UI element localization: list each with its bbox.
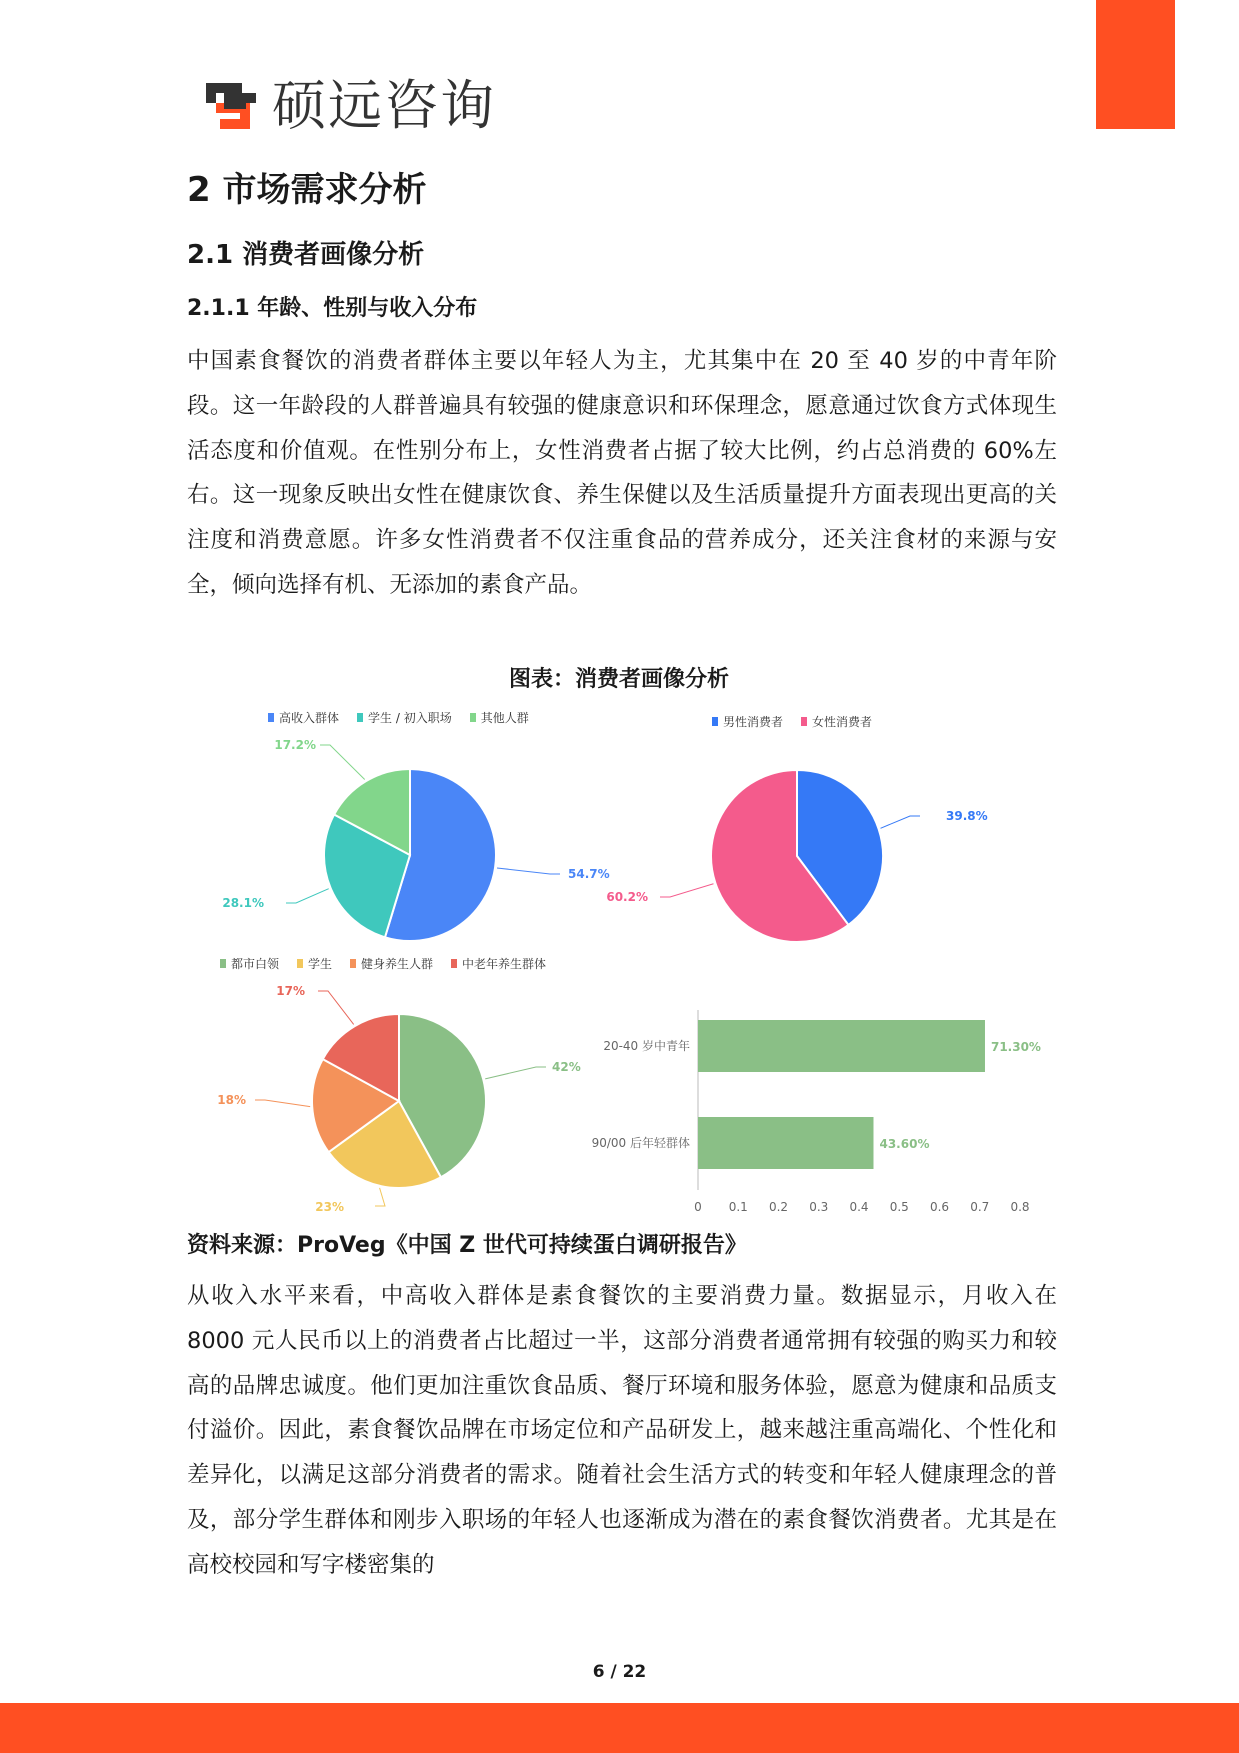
pie2-legend: [712, 713, 872, 730]
data-label: 42%: [552, 1060, 581, 1074]
pie-slice: [797, 770, 883, 925]
legend-item: 都市白领: [220, 955, 279, 972]
leader-line: [320, 745, 365, 780]
bar-value-label: 71.30%: [990, 1040, 1041, 1054]
legend-item: 其他人群: [470, 709, 529, 726]
data-label: 23%: [315, 1200, 344, 1214]
leader-line: [375, 1188, 385, 1206]
legend-item: 健身养生人群: [350, 955, 433, 972]
subsection-heading: 2.1 消费者画像分析: [187, 240, 425, 270]
leader-line: [255, 1100, 310, 1107]
pie-slice: [334, 769, 410, 855]
brand-logo: [202, 74, 496, 137]
data-label: 39.8%: [946, 809, 988, 823]
x-tick-label: 0.3: [809, 1200, 829, 1214]
category-label: 90/00 后年轻群体: [591, 1136, 690, 1150]
legend-item: 女性消费者: [801, 713, 872, 730]
data-label: 17%: [276, 984, 305, 998]
figure-title: 图表：消费者画像分析: [508, 667, 729, 692]
pie3-legend: [220, 955, 546, 972]
data-label: 54.7%: [568, 867, 610, 881]
legend-item: 学生: [297, 955, 332, 972]
x-tick-label: 0.5: [889, 1200, 909, 1214]
data-label: 17.2%: [274, 738, 316, 752]
x-tick-label: 0: [694, 1200, 702, 1214]
data-label: 60.2%: [606, 890, 648, 904]
section-heading: 2 市场需求分析: [187, 170, 427, 210]
legend-item: 中老年养生群体: [451, 955, 546, 972]
category-label: 20-40 岁中青年: [603, 1039, 690, 1053]
body-paragraph-2: 从收入水平来看，中高收入群体是素食餐饮的主要消费力量。数据显示，月收入在 8000 元人民币以上的消费者占比超过一半，这部分消费者通常拥有较强的购买力和较高的品牌忠诚度。他们更加注重饮食品质、餐厅环境和服务体验，愿意为健康和品质支付溢价。因此，素食餐饮品牌在市场定位和产品研发上，越来越注重高端化、个性化和差异化，以满足这部分消费者的需求。随着社会生活方式的转变和年轻人健康理念的普及，部分学生群体和刚步入职场的年轻人也逐渐成为潜在的素食餐饮消费者。尤其是在高校校园和写字楼密集的: [187, 1283, 1057, 1578]
leader-line: [318, 991, 354, 1024]
pie-slice: [329, 1101, 441, 1188]
brand-name: 硕远咨询: [272, 74, 496, 137]
legend-item: 学生 / 初入职场: [357, 709, 452, 726]
leader-line: [286, 889, 329, 903]
pie-slice: [399, 1014, 486, 1177]
pie-slice: [312, 1059, 399, 1152]
data-label: 28.1%: [222, 896, 264, 910]
leader-line: [497, 868, 560, 874]
corner-accent-tab: [1096, 0, 1175, 129]
x-tick-label: 0.8: [1010, 1200, 1030, 1214]
x-tick-label: 0.1: [728, 1200, 748, 1214]
x-tick-label: 0.6: [929, 1200, 950, 1214]
bar: [698, 1117, 873, 1169]
sub-subsection-heading: 2.1.1 年龄、性别与收入分布: [187, 296, 478, 321]
bar-value-label: 43.60%: [879, 1137, 930, 1151]
logo-mark-icon: [202, 79, 260, 133]
source-note: 资料来源：ProVeg《中国 Z 世代可持续蛋白调研报告》: [187, 1233, 747, 1258]
leader-line: [485, 1067, 546, 1079]
x-tick-label: 0.4: [849, 1200, 869, 1214]
pie1-legend: [268, 709, 529, 726]
legend-item: 男性消费者: [712, 713, 783, 730]
data-label: 18%: [217, 1093, 246, 1107]
body-paragraph-1: 中国素食餐饮的消费者群体主要以年轻人为主，尤其集中在 20 至 40 岁的中青年阶段。这一年龄段的人群普遍具有较强的健康意识和环保理念，愿意通过饮食方式体现生活态度和价值观。在性别分布上，女性消费者占据了较大比例，约占总消费的 60%左右。这一现象反映出女性在健康饮食、养生保健以及生活质量提升方面表现出更高的关注度和消费意愿。许多女性消费者不仅注重食品的营养成分，还关注食材的来源与安全，倾向选择有机、无添加的素食产品。: [187, 348, 1057, 598]
x-tick-label: 0.2: [768, 1200, 789, 1214]
leader-line: [660, 884, 713, 897]
pie-slice: [324, 815, 410, 938]
x-tick-label: 0.7: [970, 1200, 990, 1214]
legend-item: 高收入群体: [268, 709, 339, 726]
leader-line: [881, 816, 920, 828]
footer-accent-bar: [0, 1703, 1239, 1753]
pie-slice: [323, 1014, 399, 1101]
page-number: 6 / 22: [592, 1662, 647, 1682]
bar: [698, 1020, 985, 1072]
pie-slice: [711, 770, 848, 942]
pie-slice: [385, 769, 496, 941]
